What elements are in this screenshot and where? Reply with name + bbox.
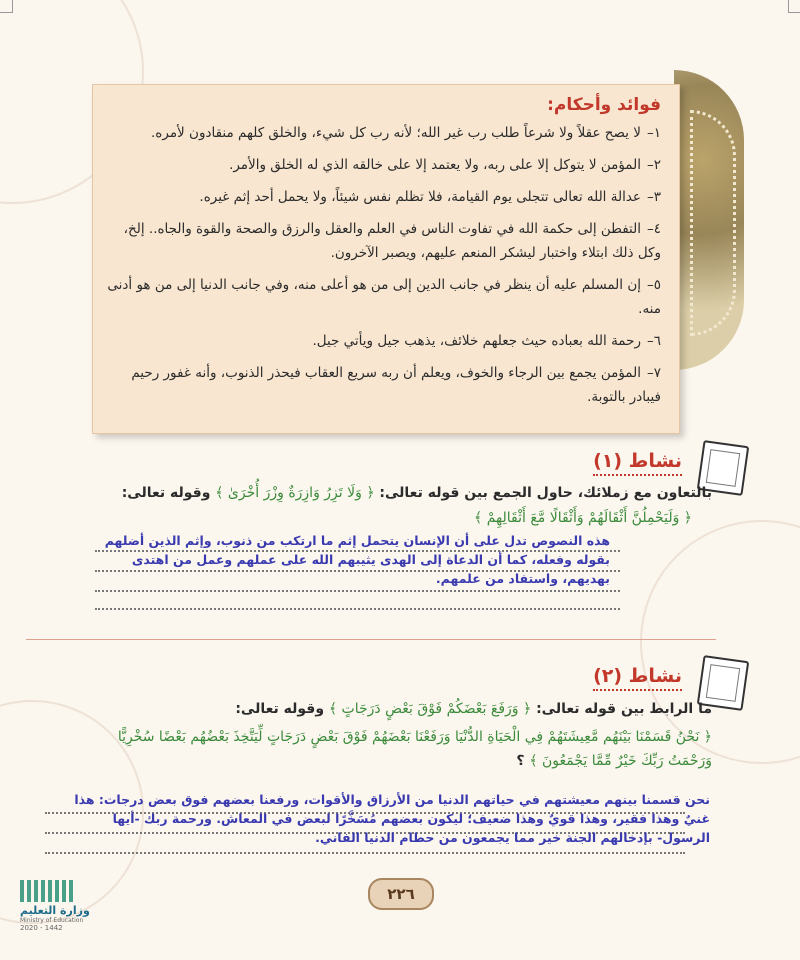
benefit-item: [107, 121, 661, 145]
activity2-answer[interactable]: نحن قسمنا بينهم معيشتهم في حياتهم الدنيا من الأرزاق والأقوات، ورفعنا بعضهم فوق بعض درجات: هذا غنيٌ وهذا فقير، وهذا قويٌ وهذا ضعيف؛ ليكون بعضهم مُسَخَّرًا لبعض في المعاش. ورحمة ربك -أيها الرسول- بإدخالهم الجنة خير مما يجمعون من حطام الدنيا الفاني.: [74, 792, 710, 845]
benefit-text: إن المسلم عليه أن ينظر في جانب الدين إلى من هو أعلى منه، وفي جانب الدنيا إلى من هو أدنى منه.: [107, 277, 661, 317]
benefit-item: [107, 153, 661, 177]
benefit-number: ٦–: [646, 333, 661, 349]
benefit-text: التفطن إلى حكمة الله في تفاوت الناس في العلم والعقل والرزق والصحة والقوة والجاه.. إلخ، وكل ذلك ابتلاء واختبار ليشكر المنعم عليهم، ويصبر الآخرون.: [123, 221, 661, 261]
activity2-question-end: ؟: [516, 753, 525, 769]
activity1-answer[interactable]: هذه النصوص تدل على أن الإنسان يتحمل إثم ما ارتكب من ذنوب، وإثم الذين أضلهم بقوله وفعله، كما أن الدعاة إلى الهدى يثيبهم الله على عملهم وعمل من اهتدى بهديهم، واستفاد من علمهم.: [104, 533, 610, 586]
ministry-logo-icon: [20, 880, 74, 902]
answer-line: [45, 852, 685, 854]
benefit-number: ٧–: [646, 365, 661, 381]
benefit-item: [107, 217, 661, 265]
benefit-item: [107, 361, 661, 409]
benefits-title: فوائد وأحكام:: [547, 95, 661, 115]
activity1-verse1: ﴿ وَلَا تَزِرُ وَازِرَةٌ وِزْرَ أُخْرَىٰ ﴾: [215, 485, 375, 501]
benefit-text: عدالة الله تعالى تتجلى يوم القيامة، فلا تظلم نفس شيئاً، ولا يحمل أحد إثم غيره.: [199, 189, 641, 205]
answer-line: [95, 608, 620, 610]
activity1-verse2: ﴿ وَلَيَحْمِلُنَّ أَثْقَالَهُمْ وَأَثْقَالًا مَّعَ أَثْقَالِهِمْ ﴾: [474, 510, 692, 526]
ministry-logo: [20, 880, 90, 932]
page-number: ٢٢٦: [368, 878, 434, 910]
activity1-question-suffix: وقوله تعالى:: [121, 485, 211, 501]
benefit-number: ٥–: [646, 277, 661, 293]
benefit-text: رحمة الله بعباده حيث جعلهم خلائف، يذهب جيل ويأتي جيل.: [312, 333, 641, 349]
activity2-verse2-block: [72, 725, 712, 773]
benefits-box: [92, 84, 680, 434]
section-divider: [26, 639, 716, 640]
benefit-number: ٣–: [646, 189, 661, 205]
answer-line: [95, 590, 620, 592]
activity2-question-prefix: ما الرابط بين قوله تعالى:: [536, 701, 712, 717]
ministry-name-en: Ministry of Education: [20, 917, 84, 924]
ministry-name-ar: وزارة التعليم: [20, 904, 90, 917]
activity2-question-suffix: وقوله تعالى:: [235, 701, 325, 717]
benefit-text: المؤمن يجمع بين الرجاء والخوف، ويعلم أن ربه سريع العقاب فيحذر الذنوب، وأنه غفور رحيم فيبادر بالتوبة.: [131, 365, 661, 405]
decorative-ornament-border: [690, 110, 736, 336]
ministry-year: 2020 - 1442: [20, 924, 63, 932]
benefit-number: ٤–: [646, 221, 661, 237]
activity1-question-prefix: بالتعاون مع زملائك، حاول الجمع بين قوله تعالى:: [379, 485, 712, 501]
crop-mark: [0, 0, 13, 13]
benefit-number: ١–: [646, 125, 661, 141]
activity2-title: نشاط (٢): [593, 665, 682, 691]
benefit-item: [107, 185, 661, 209]
activity2-verse2: ﴿ نَحْنُ قَسَمْنَا بَيْنَهُم مَّعِيشَتَهُمْ فِي الْحَيَاةِ الدُّنْيَا وَرَفَعْنَا بَعْضَهُمْ فَوْقَ بَعْضٍ دَرَجَاتٍ لِّيَتَّخِذَ بَعْضُهُم بَعْضًا سُخْرِيًّا وَرَحْمَتُ رَبِّكَ خَيْرٌ مِّمَّا يَجْمَعُونَ ﴾: [117, 729, 712, 769]
crop-mark: [788, 0, 800, 13]
activity1-question: [92, 481, 712, 505]
benefit-text: لا يصح عقلاً ولا شرعاً طلب رب غير الله؛ لأنه رب كل شيء، والخلق كلهم منقادون لأمره.: [151, 125, 641, 141]
benefit-text: المؤمن لا يتوكل إلا على ربه، ولا يعتمد إلا على خالقه الذي له الخلق والأمر.: [229, 157, 641, 173]
activity2-verse1: ﴿ وَرَفَعَ بَعْضَكُمْ فَوْقَ بَعْضٍ دَرَجَاتٍ ﴾: [328, 701, 532, 717]
activity2-question: [92, 697, 712, 721]
benefit-number: ٢–: [646, 157, 661, 173]
benefit-item: [107, 273, 661, 321]
benefit-item: [107, 329, 661, 353]
activity1-title: نشاط (١): [593, 450, 682, 476]
